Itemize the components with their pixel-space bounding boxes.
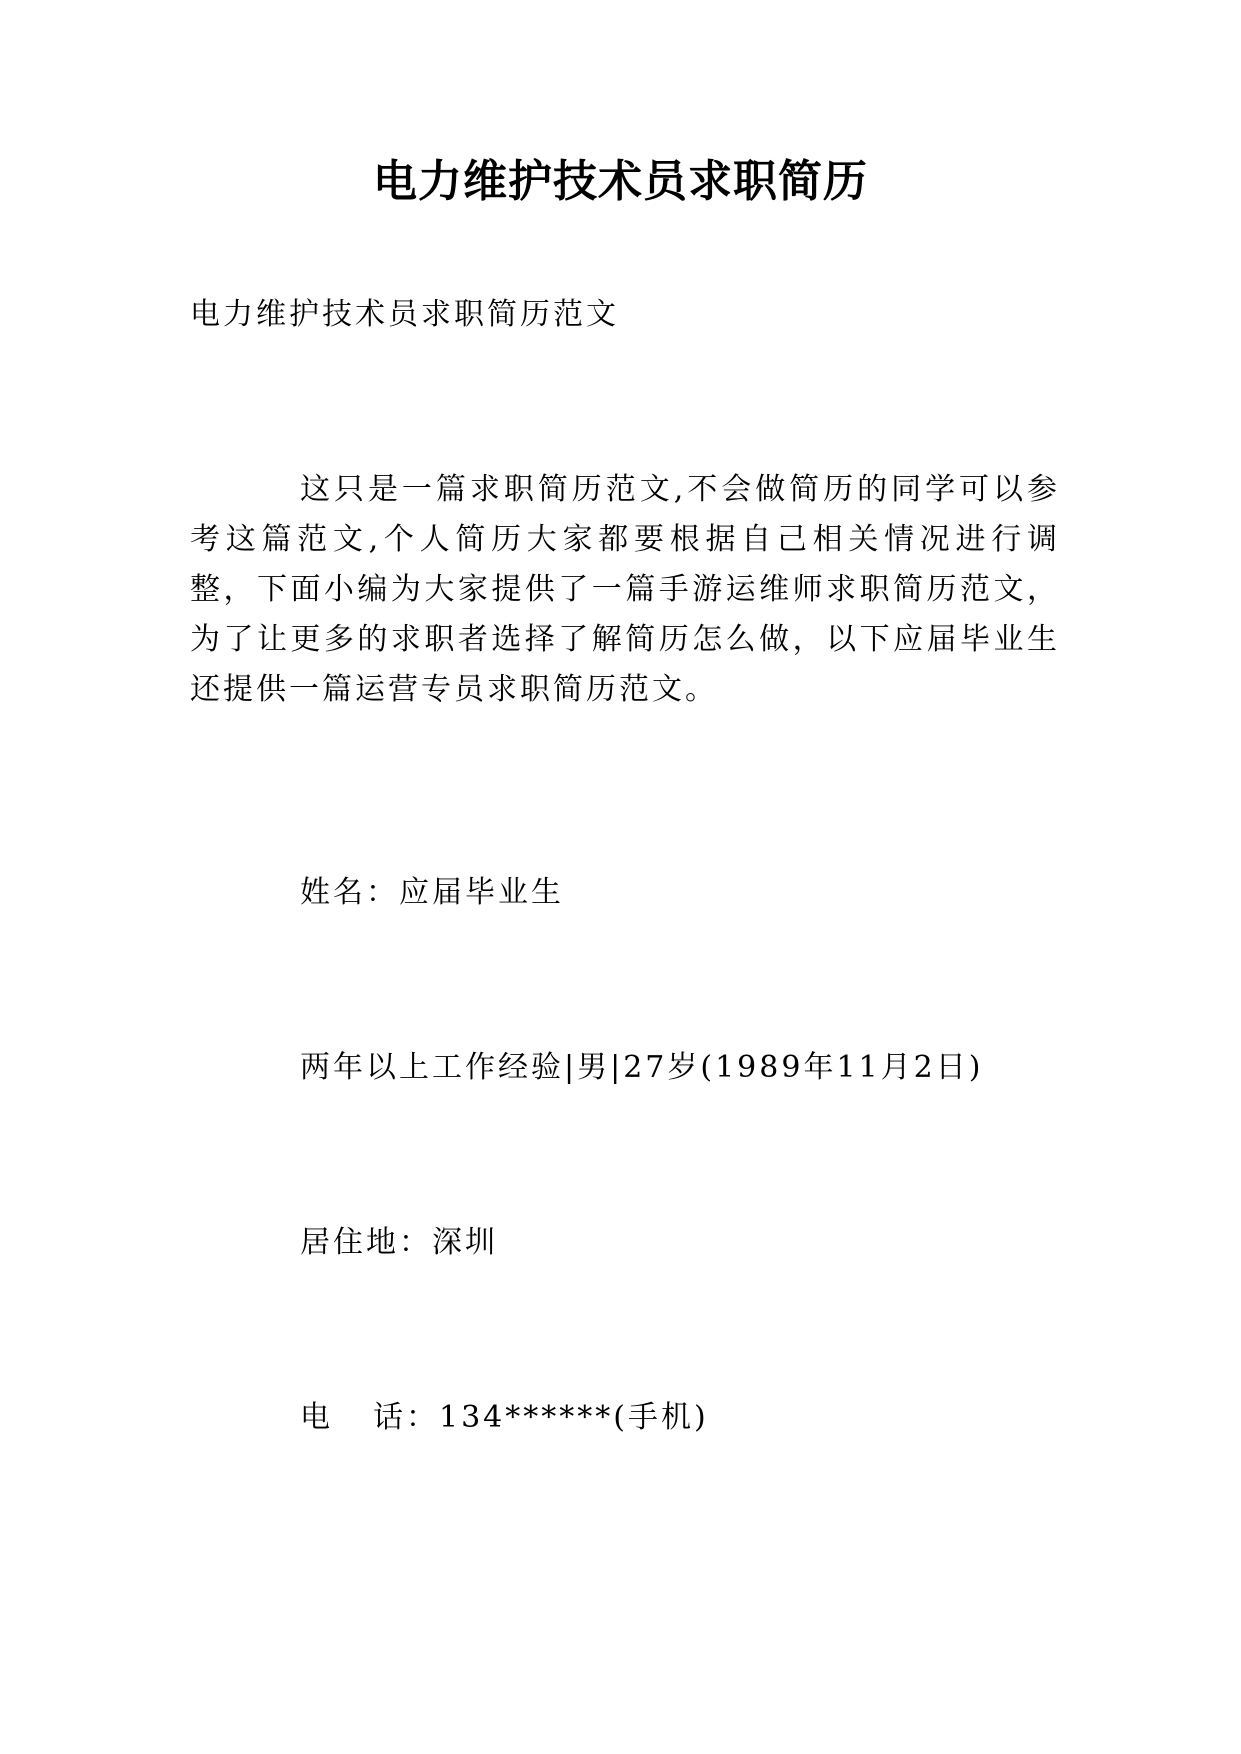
document-subtitle: 电力维护技术员求职简历范文 — [190, 297, 619, 332]
experience-field: 两年以上工作经验|男|27岁(1989年11月2日) — [300, 1050, 984, 1085]
name-field: 姓名：应届毕业生 — [300, 875, 564, 910]
document-title: 电力维护技术员求职简历 — [373, 156, 868, 207]
phone-label-part-1: 电 — [300, 1400, 333, 1435]
phone-label-part-2: 话：134******(手机) — [373, 1400, 709, 1435]
phone-field — [300, 1393, 709, 1443]
residence-field: 居住地：深圳 — [300, 1225, 498, 1260]
intro-paragraph: 这只是一篇求职简历范文,不会做简历的同学可以参考这篇范文,个人简历大家都要根据自己相关情况进行调整，下面小编为大家提供了一篇手游运维师求职简历范文，为了让更多的求职者选择了解简历怎么做，以下应届毕业生还提供一篇运营专员求职简历范文。 — [190, 472, 1060, 707]
